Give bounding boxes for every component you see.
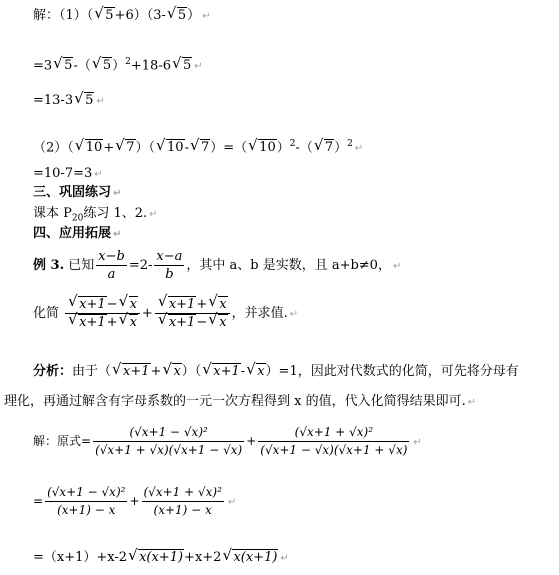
- solution-line-3: =13-3√ 5 ↵: [33, 93, 105, 110]
- solution-line-4: （2）（√ 10+√ 7）（√ 10-√ 7）=（√ 10）$^2$-（√ 7）$^2$ ↵: [33, 136, 363, 157]
- analysis-line-1: 分析：由于（√ x+1+√ x）（√ x+1-√ x）=1，因此对代数式的化简，可先将分母有: [33, 364, 519, 380]
- sqrt-5: √ 5: [167, 8, 187, 24]
- solution-line-2: =3√ 5-（√ 5）$^2$+18-6√ 5 ↵: [33, 54, 203, 75]
- fraction: √ x+1+√ x √ x+1−√ x: [155, 296, 230, 331]
- fraction: $\frac{x-b}{a}$: [98, 249, 125, 282]
- fraction: $\frac{\text{(√x+1 − √x)²}}{(x+1) - x}$: [47, 485, 126, 517]
- fraction: √ x+1−√ x √ x+1+√ x: [65, 296, 140, 331]
- fraction: $\frac{\text{(√x+1 + √x)²}}{(√x+1 - √x)(√x+1 + √x)}$: [260, 425, 408, 457]
- textbook-exercise-line: 课本 $P_{20}$练习 1、2. ↵: [33, 206, 158, 224]
- fraction: $\frac{\text{(√x+1 − √x)²}}{(√x+1 + √x)(√x+1 - √x)}$: [95, 425, 243, 457]
- solution-expression-1: 解：原式= $\frac{\text{(√x+1 − √x)²}}{(√x+1 + √x)(√x+1 - √x)}$ + $\frac{\text{(√x+1 + √x)²}}{(√x+1 - √x)(√x+1 + √x)}$ ↵: [33, 425, 422, 457]
- sqrt-5: √ 5: [94, 8, 114, 24]
- solution-line-5: =10-7=3 ↵: [33, 166, 103, 181]
- section-heading-application: 四、应用拓展 ↵: [33, 226, 122, 241]
- simplify-expression: 化简 √ x+1−√ x √ x+1+√ x + √ x+1+√ x √ x+1−√ x ，并求值. ↵: [33, 296, 298, 331]
- solution-line-1: 解：（1）（√ 5+6）（3-√ 5） ↵: [33, 8, 211, 25]
- fraction: $\frac{x-a}{b}$: [156, 249, 183, 282]
- fraction: $\frac{\text{(√x+1 + √x)²}}{(x+1) - x}$: [143, 485, 222, 517]
- solution-expression-3: =（x+1）+x-2√ x(x+1)+x+2√ x(x+1) ↵: [33, 550, 289, 567]
- solution-expression-2: = $\frac{\text{(√x+1 − √x)²}}{(x+1) - x}$ + $\frac{\text{(√x+1 + √x)²}}{(x+1) - x}$ ↵: [33, 485, 237, 517]
- analysis-line-2: 理化，再通过解含有字母系数的一元一次方程得到 x 的值，代入化简得结果即可. ↵: [4, 394, 477, 409]
- paragraph-mark: ↵: [202, 11, 211, 22]
- section-heading-practice: 三、巩固练习 ↵: [33, 185, 122, 200]
- example-3-statement: 例 3. 已知 $\frac{x-b}{a}$ =2- $\frac{x-a}{b}$ ，其中 a、b 是实数，且 a+b≠0， ↵: [33, 249, 402, 282]
